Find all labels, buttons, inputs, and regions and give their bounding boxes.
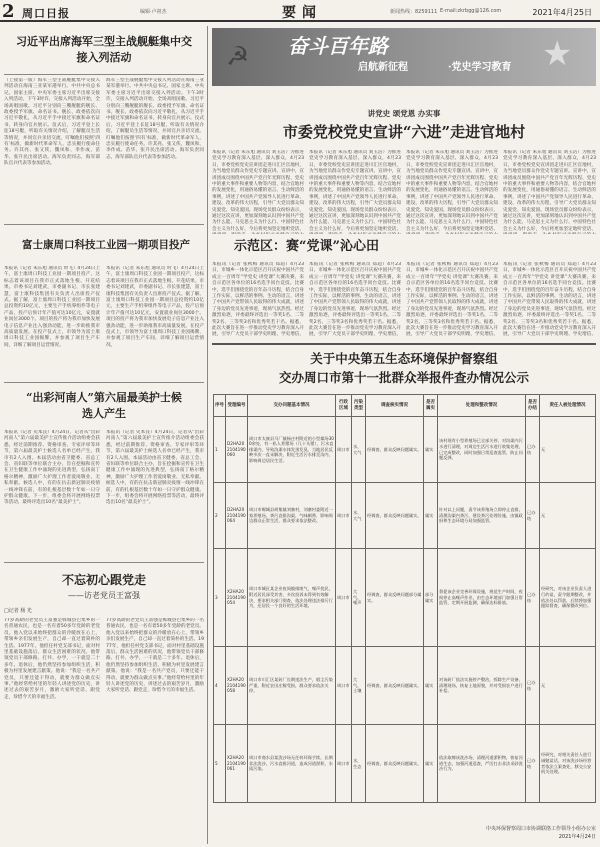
cell-type: 大气，土壤 — [352, 647, 366, 725]
cell-id: 3 — [214, 549, 226, 647]
article-2-body — [4, 266, 100, 378]
cell-area: 周口市 — [336, 417, 352, 483]
email-info: E-mail:zkrbgg@126.com — [440, 8, 502, 14]
cell-closed: 已办结 — [526, 647, 540, 725]
article-1-title: 习近平出席海军三型主战舰艇集中交接入列活动 — [16, 35, 192, 64]
divider-1 — [4, 224, 204, 225]
article-2-title: 富士康周口科技工业园一期项目投产 — [22, 239, 190, 251]
left-column — [4, 28, 204, 843]
right-mid-headline: 示范区：赛“党课”沁心田 — [234, 239, 379, 254]
cell-verified: 部分属实 — [424, 549, 438, 647]
article-4-text-cont: 77岁高龄的老党员王富强是郸城县巴集乡的一名普通农民，也是一名有着50多年党龄的老党员。他入党以来始终把群众的冷暖放在心上，带领乡亲们发展生产，自己却一直过着简朴的生活。1977年，他担任村党支部书记，面对村里基础设施落后、群众生活困难的状况，他带领党员干部修路、打井、办学，一干就是二十多年。退休后，他仍然坚持参加组织生活，积极为村里发展建言献策。他说：“我是一名共产党员，只要还能干得动，就要为群众做点实事。”他经常给村里的年轻人讲述党的历史，讲述过去的艰苦岁月，激励大家听党话、跟党走，珍惜今天的幸福生活。 — [106, 618, 204, 694]
column-divider — [207, 26, 208, 844]
table-header-row — [214, 395, 596, 417]
cell-type: 水，大气 — [352, 417, 366, 483]
article-3-title: “出彩河南人”第六届最美护士候选人产生 — [26, 391, 182, 420]
table-headline-1: 关于中央第五生态环境保护督察组 — [310, 351, 498, 366]
article-4-subtitle: ——访老党员王富强 — [68, 591, 140, 600]
cell-issue: 周口市太康县马厂镇杨庄村附近的小型煤场300余处，有一私人养猪场（几十头猪），污水直排渠内，导致沟渠水体发黑发臭，当地居民反映多次一直未解决，附近生活污水排至沟内，影响周边居民生活。 — [248, 417, 336, 483]
cell-penalty: 无 — [540, 483, 596, 549]
cell-id: 4 — [214, 647, 226, 725]
table-row — [214, 549, 596, 647]
cell-issue: 周口市商水县某洗沙场无任何环保手续，长期非法洗沙，污水直排河道，造成河道淤积，水质污染。 — [248, 725, 336, 803]
cell-type: 水，大气 — [352, 483, 366, 549]
article-4-title: 不忘初心跟党走 — [61, 573, 146, 587]
table-headline-2: 交办周口市第十一批群众举报件查办情况公示 — [278, 370, 529, 385]
col-header: 污染类型 — [352, 395, 366, 417]
banner-title-sub: 启航新征程 — [358, 62, 408, 73]
col-header: 行政区域 — [336, 395, 352, 417]
right-mid-text-2: 本报讯（记者 张秋梅 通讯员 郑超）4月23日，市城乡一体化示范区召开庆祝中国共产党成立一百周年“学党史 讲党课”大赛决赛，来自示范区各单位的16名选手同台竞技。比赛中，选手们围绕党的百年奋斗历程，结合自身工作实际，以鲜活的事例、生动的语言，讲述了中国共产党带领人民取得的伟大成就，讲述了身边的党员先进事迹，现场气氛热烈。经过激烈角逐，评委最终评选出一等奖1名、二等奖2名、三等奖3名和优秀奖若干名。据悉，此次大赛旨在进一步推动党史学习教育深入开展，引导广大党员干部学史明理、学史增信、 — [309, 262, 401, 338]
cell-verified: 属实 — [424, 725, 438, 803]
col-header: 受理编号 — [226, 395, 248, 417]
article-4-body-col2 — [106, 618, 204, 840]
article-1-body-col2 — [106, 78, 204, 218]
cell-type: 大气，噪声 — [352, 549, 366, 647]
masthead — [0, 0, 600, 22]
cell-handling: 督促该企业完善环保设施，规范生产时间，夜间停止高噪声作业，由生态环境部门加强日常监管，定期开展监测，确保达标排放。 — [438, 549, 526, 647]
cell-handling: 依法取缔该洗沙场，清理河道淤积物，恢复河道生态，加强河道巡查，严厉打击非法采砂洗沙行为。 — [438, 725, 526, 803]
right-top-kicker: 讲党史 颂党恩 办实事 — [367, 109, 441, 118]
page-number: 2 — [2, 1, 15, 22]
article-2-text-cont: 本报讯（记者 朱东旭 通讯员 时飞）4月24日上午，富士康周口科技工业园一期项目投产，这标志着该项目在我市正式落地生根、开花结果。市委书记刘建武，市委副书记、市长张建慧，富士康科技集团有关负责人出席投产仪式。据了解，富士康周口科技工业园一期项目总投资约10亿元，主要生产手机零组件等电子产品，投产后预计年产值可达10亿元，安置就业岗位3000个。项目的投产将为我市加快发展电子信息产业注入强劲动能，进一步助推我市高质量发展。在投产仪式上，市领导为富士康周口科技工业园揭牌，并参观了项目生产车间，详细了解项目运营情况。 — [106, 266, 204, 348]
cell-closed: 已办结 — [526, 417, 540, 483]
cell-handling: 针对以上问题，责令该养殖场立即停止直排，清理沟渠内粪污，建设粪污处理设施，由镇政府和生态环境分局加强监管。 — [438, 483, 526, 549]
cell-penalty: 无 — [540, 647, 596, 725]
cell-result: 经调查，群众反映问题属实。 — [366, 647, 424, 725]
right-top-text-2: 本报讯（记者 朱东旭 通讯员 刘玉洁）为推进党史学习教育深入基层、深入群众，4月23日，市委党校党史宣讲团走进川汇区官地村，为当地党员群众作党史专题宣讲。宣讲中，宣讲团成员围绕中国共产党百年光辉历程、党史中的重大事件和重要人物等内容，结合官地村的发展变化，用通俗易懂的语言、生动鲜活的事例，讲述了中国共产党领导人民进行革命、建设、改革的伟大历程，引导广大党员群众知史爱党、知史爱国。现场党员群众纷纷表示，通过这次宣讲，更加深刻地认识到中国共产党为什么能、马克思主义为什么行、中国特色社会主义为什么好，今后将更加坚定地听党话、 — [309, 150, 401, 232]
cell-issue: 周口市川汇区某砖厂长期违法生产，烟尘污染严重，附近农田庄稼受损，群众要求依法关停。 — [248, 647, 336, 725]
table-row — [214, 647, 596, 725]
cell-area: 周口市 — [336, 725, 352, 803]
right-top-body-col4 — [503, 150, 596, 234]
article-3-text-cont: 本报讯（记者 史本良）4月24日，记者从“出彩河南人”第六届最美护士宣传推介活动组委会获悉，经过前期推荐、资格审查、专家评审等环节，第六届最美护士候选人名单已经产生，我市有2人入围。本届活动由省卫健委、省总工会、省妇联等单位联合主办，旨在挖掘和宣传在卫生健康工作中涌现的先进典型，弘扬南丁格尔精神，激励广大护理工作者爱岗敬业、无私奉献。候选人中，有的在抗击新冠肺炎疫情一线冲锋在前，有的扎根基层数十年如一日守护群众健康。下一步，组委会将开展网络投票等活动，最终评选出10名“最美护士”。 — [106, 430, 204, 506]
right-top-text-3: 本报讯（记者 朱东旭 通讯员 刘玉洁）为推进党史学习教育深入基层、深入群众，4月23日，市委党校党史宣讲团走进川汇区官地村，为当地党员群众作党史专题宣讲。宣讲中，宣讲团成员围绕中国共产党百年光辉历程、党史中的重大事件和重要人物等内容，结合官地村的发展变化，用通俗易懂的语言、生动鲜活的事例，讲述了中国共产党领导人民进行革命、建设、改革的伟大历程，引导广大党员群众知史爱党、知史爱国。现场党员群众纷纷表示，通过这次宣讲，更加深刻地认识到中国共产党为什么能、马克思主义为什么行、中国特色社会主义为什么好，今后将更加坚定地听党话、 — [406, 150, 498, 232]
cell-closed: 已办结 — [526, 483, 540, 549]
right-mid-body-col3 — [406, 262, 498, 338]
cell-penalty: 经研究，对该企业负责人进行约谈，责令限期整改，并依法处以罚款，后续将加强跟踪督查，确保整改到位。 — [540, 549, 596, 647]
table-row — [214, 725, 596, 803]
editor-info: 编辑·卢祖杰 — [140, 9, 167, 15]
cell-handling: 该村现有小型养殖场已全部关停，对沟渠内污水进行清理，对周边生活污水进行收集处理，已完成整改，同时加强日常巡查监管，防止问题反弹。 — [438, 417, 526, 483]
cell-handling: 对该砖厂依法实施停产整治，拆除生产设备，清理现场，恢复土地原貌，并对受损农户进行补偿。 — [438, 647, 526, 725]
article-1-byline: （上接第一版） — [4, 78, 38, 83]
article-4-text: 77岁高龄的老党员王富强是郸城县巴集乡的一名普通农民，也是一名有着50多年党龄的老党员。他入党以来始终把群众的冷暖放在心上，带领乡亲们发展生产，自己却一直过着简朴的生活。1977年，他担任村党支部书记，面对村里基础设施落后、群众生活困难的状况，他带领党员干部修路、打井、办学，一干就是二十多年。退休后，他仍然坚持参加组织生活，积极为村里发展建言献策。他说：“我是一名共产党员，只要还能干得动，就要为群众做点实事。”他经常给村里的年轻人讲述党的历史，讲述过去的艰苦岁月，激励大家听党话、跟党走，珍惜今天的幸福生活。 — [4, 618, 100, 700]
party-history-banner — [212, 28, 596, 86]
col-header: 调查核实情况 — [366, 395, 424, 417]
right-top-body-col2 — [309, 150, 401, 234]
table-footer-date: 2021年4月24日 — [558, 834, 596, 840]
cell-result: 经调查，群众反映问题部分属实。 — [366, 549, 424, 647]
table-footer-org: 中央环保督察周口市协调联络工作领导小组办公室 — [485, 826, 596, 832]
article-1-body — [4, 78, 100, 218]
paper-name: 周口日报 — [22, 7, 70, 20]
article-3-body — [4, 430, 100, 558]
cell-verified: 属实 — [424, 647, 438, 725]
cell-code: D2HA202104190064 — [226, 483, 248, 549]
right-top-text-4: 本报讯（记者 朱东旭 通讯员 刘玉洁）为推进党史学习教育深入基层、深入群众，4月23日，市委党校党史宣讲团走进川汇区官地村，为当地党员群众作党史专题宣讲。宣讲中，宣讲团成员围绕中国共产党百年光辉历程、党史中的重大事件和重要人物等内容，结合官地村的发展变化，用通俗易懂的语言、生动鲜活的事例，讲述了中国共产党领导人民进行革命、建设、改革的伟大历程，引导广大党员群众知史爱党、知史爱国。现场党员群众纷纷表示，通过这次宣讲，更加深刻地认识到中国共产党为什么能、马克思主义为什么行、中国特色社会主义为什么好，今后将更加坚定地听党话、 — [503, 150, 596, 232]
star-icon: ★ — [542, 34, 573, 74]
table-row — [214, 417, 596, 483]
party-emblem-icon: ☭ — [226, 42, 250, 72]
right-mid-text-4: 本报讯（记者 张秋梅 通讯员 郑超）4月23日，市城乡一体化示范区召开庆祝中国共产党成立一百周年“学党史 讲党课”大赛决赛，来自示范区各单位的16名选手同台竞技。比赛中，选手们围绕党的百年奋斗历程，结合自身工作实际，以鲜活的事例、生动的语言，讲述了中国共产党带领人民取得的伟大成就，讲述了身边的党员先进事迹，现场气氛热烈。经过激烈角逐，评委最终评选出一等奖1名、二等奖2名、三等奖3名和优秀奖若干名。据悉，此次大赛旨在进一步推动党史学习教育深入开展，引导广大党员干部学史明理、学史增信、 — [503, 262, 596, 338]
cell-code: D2HA202104190060 — [226, 417, 248, 483]
article-4-body — [4, 618, 100, 840]
article-2-text: 本报讯（记者 朱东旭 通讯员 时飞）4月24日上午，富士康周口科技工业园一期项目投产，这标志着该项目在我市正式落地生根、开花结果。市委书记刘建武，市委副书记、市长张建慧，富士康科技集团有关负责人出席投产仪式。据了解，富士康周口科技工业园一期项目总投资约10亿元，主要生产手机零组件等电子产品，投产后预计年产值可达10亿元，安置就业岗位3000个。项目的投产将为我市加快发展电子信息产业注入强劲动能，进一步助推我市高质量发展。在投产仪式上，市领导为富士康周口科技工业园揭牌，并参观了项目生产车间，详细了解项目运营情况。 — [4, 266, 100, 348]
article-3-text: 本报讯（记者 史本良）4月24日，记者从“出彩河南人”第六届最美护士宣传推介活动组委会获悉，经过前期推荐、资格审查、专家评审等环节，第六届最美护士候选人名单已经产生，我市有2人入围。本届活动由省卫健委、省总工会、省妇联等单位联合主办，旨在挖掘和宣传在卫生健康工作中涌现的先进典型，弘扬南丁格尔精神，激励广大护理工作者爱岗敬业、无私奉献。候选人中，有的在抗击新冠肺炎疫情一线冲锋在前，有的扎根基层数十年如一日守护群众健康。下一步，组委会将开展网络投票等活动，最终评选出10名“最美护士”。 — [4, 430, 100, 506]
cell-id: 5 — [214, 725, 226, 803]
cell-penalty: 无 — [540, 417, 596, 483]
cell-area: 周口市 — [336, 549, 352, 647]
issue-date: 2021年4月25日 — [532, 8, 592, 17]
cell-id: 1 — [214, 417, 226, 483]
article-1-text: 海军三型主战舰艇集中交接入列活动在海南三亚某军港举行。中共中央总书记、国家主席、中央军委主席习近平出席交接入列活动。下午3时许，交接入列活动开始，全场高唱国歌。习近平分别向三艘舰艇的舰长、政委授予军旗、命名证书。舰长、政委依次向习近平敬礼，从习近平手中接过军旗和命名证书，转身向官兵展示。仪式后，习近平登上长征18号艇，听取有关情况介绍，了解艇员生活等情况，并同官兵亲切交流，叮嘱他们按照‘四有’标准，做新时代革命军人，忠实履行使命任务。许其亮、张又侠、魏凤和、李作成、苗华、张升民出席活动。海军负责同志，海军部队官兵代表等参加活动。 — [4, 78, 100, 167]
hotline-info: 新闻热线：8259111 — [390, 9, 438, 15]
col-header: 交办问题基本情况 — [248, 395, 336, 417]
right-top-headline: 市委党校党史宣讲“六进”走进官地村 — [282, 123, 526, 141]
right-top-text: 本报讯（记者 朱东旭 通讯员 刘玉洁）为推进党史学习教育深入基层、深入群众，4月23日，市委党校党史宣讲团走进川汇区官地村，为当地党员群众作党史专题宣讲。宣讲中，宣讲团成员围绕中国共产党百年光辉历程、党史中的重大事件和重要人物等内容，结合官地村的发展变化，用通俗易懂的语言、生动鲜活的事例，讲述了中国共产党领导人民进行革命、建设、改革的伟大历程，引导广大党员群众知史爱党、知史爱国。现场党员群众纷纷表示，通过这次宣讲，更加深刻地认识到中国共产党为什么能、马克思主义为什么行、中国特色社会主义为什么好，今后将更加坚定地听党话、 — [212, 150, 304, 232]
cell-issue: 周口市城区某企业夜间偷排废气，噪声扰民，附近居民深受其害，多次投诉未得到有效解决，要求相关部门彻查，依法处理违法排污行为，还居民一个良好的生活环境。 — [248, 549, 336, 647]
complaints-table — [213, 394, 596, 803]
cell-result: 经调查，群众反映问题属实。 — [366, 725, 424, 803]
cell-type: 水，生态 — [352, 725, 366, 803]
cell-result: 经调查，群众反映问题属实。 — [366, 417, 424, 483]
col-header: 责任人被处理情况 — [540, 395, 596, 417]
right-mid-body-col4 — [503, 262, 596, 338]
col-header: 是否办结 — [526, 395, 540, 417]
col-header: 是否属实 — [424, 395, 438, 417]
cell-closed: 已办结 — [526, 725, 540, 803]
right-mid-text-3: 本报讯（记者 张秋梅 通讯员 郑超）4月23日，市城乡一体化示范区召开庆祝中国共产党成立一百周年“学党史 讲党课”大赛决赛，来自示范区各单位的16名选手同台竞技。比赛中，选手们围绕党的百年奋斗历程，结合自身工作实际，以鲜活的事例、生动的语言，讲述了中国共产党带领人民取得的伟大成就，讲述了身边的党员先进事迹，现场气氛热烈。经过激烈角逐，评委最终评选出一等奖1名、二等奖2名、三等奖3名和优秀奖若干名。据悉，此次大赛旨在进一步推动党史学习教育深入开展，引导广大党员干部学史明理、学史增信、 — [406, 262, 498, 338]
table-section-rule — [212, 343, 596, 345]
article-4-byline: □记者 杨 光 — [4, 608, 32, 614]
banner-title-main: 奋斗百年路 — [288, 34, 388, 58]
section-title: 要闻 — [282, 5, 322, 21]
col-header: 序号 — [214, 395, 226, 417]
article-1-rule — [4, 74, 204, 75]
banner-title-tail: ·党史学习教育 — [448, 62, 512, 73]
article-1-text-cont: 海军三型主战舰艇集中交接入列活动在海南三亚某军港举行。中共中央总书记、国家主席、中央军委主席习近平出席交接入列活动。下午3时许，交接入列活动开始，全场高唱国歌。习近平分别向三艘舰艇的舰长、政委授予军旗、命名证书。舰长、政委依次向习近平敬礼，从习近平手中接过军旗和命名证书，转身向官兵展示。仪式后，习近平登上长征18号艇，听取有关情况介绍，了解艇员生活等情况，并同官兵亲切交流，叮嘱他们按照‘四有’标准，做新时代革命军人，忠实履行使命任务。许其亮、张又侠、魏凤和、李作成、苗华、张升民出席活动。海军负责同志，海军部队官兵代表等参加活动。 — [106, 78, 204, 160]
cell-area: 周口市 — [336, 647, 352, 725]
right-top-body-col1 — [212, 150, 304, 234]
right-mid-body-col2 — [309, 262, 401, 338]
cell-penalty: 经研究，对相关责任人进行诫勉谈话，对该洗沙场经营者依法立案查处，移交公安机关处理。 — [540, 725, 596, 803]
cell-id: 2 — [214, 483, 226, 549]
cell-result: 经调查，群众反映问题属实。 — [366, 483, 424, 549]
cell-verified: 属实 — [424, 417, 438, 483]
cell-code: X2HA202104190058 — [226, 647, 248, 725]
article-3-body-col2 — [106, 430, 204, 558]
cell-code: X2HA202104190054 — [226, 549, 248, 647]
col-header: 处理和整改情况 — [438, 395, 526, 417]
cell-code: X2HA202104190061 — [226, 725, 248, 803]
article-2-body-col2 — [106, 266, 204, 378]
right-mid-body-col1 — [212, 262, 304, 338]
divider-3 — [4, 562, 204, 563]
right-mid-text: 本报讯（记者 张秋梅 通讯员 郑超）4月23日，市城乡一体化示范区召开庆祝中国共产党成立一百周年“学党史 讲党课”大赛决赛，来自示范区各单位的16名选手同台竞技。比赛中，选手们围绕党的百年奋斗历程，结合自身工作实际，以鲜活的事例、生动的语言，讲述了中国共产党带领人民取得的伟大成就，讲述了身边的党员先进事迹，现场气氛热烈。经过激烈角逐，评委最终评选出一等奖1名、二等奖2名、三等奖3名和优秀奖若干名。据悉，此次大赛旨在进一步推动党史学习教育深入开展，引导广大党员干部学史明理、学史增信、 — [212, 262, 304, 338]
right-top-body-col3 — [406, 150, 498, 234]
table-row — [214, 483, 596, 549]
cell-area: 周口市 — [336, 483, 352, 549]
divider-2 — [4, 382, 204, 383]
cell-closed: 已办结 — [526, 549, 540, 647]
cell-verified: 属实 — [424, 483, 438, 549]
cell-issue: 周口市郸城县胡集镇刘寨村，刘寨村委附近一家养殖场，粪污直排沟渠，气味刺鼻，影响周边群众正常生活，群众要求依法整改。 — [248, 483, 336, 549]
